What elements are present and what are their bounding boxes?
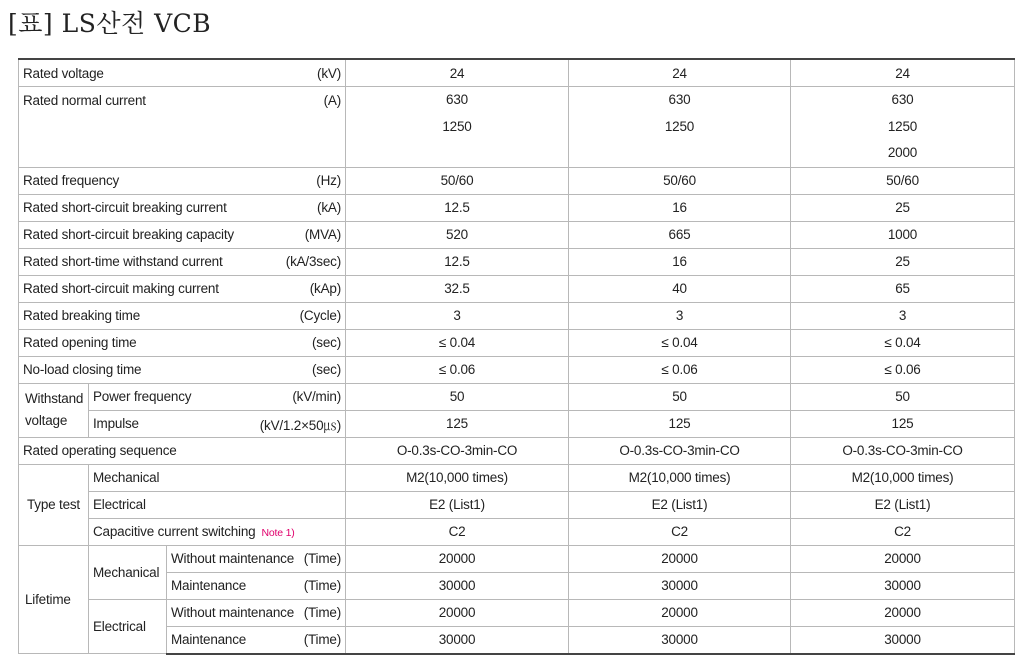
value-cell: ≤ 0.06	[791, 356, 1015, 383]
value-cell: 24	[569, 59, 791, 87]
table-row	[19, 383, 1015, 410]
group-label: Type test	[19, 464, 89, 545]
value-cell: M2(10,000 times)	[791, 464, 1015, 491]
row-label: Rated short-time withstand current	[23, 254, 223, 269]
value-cell: E2 (List1)	[791, 491, 1015, 518]
value-cell: 125	[569, 410, 791, 437]
row-label: Capacitive current switching	[93, 524, 256, 539]
row-label: No-load closing time	[23, 362, 142, 377]
row-label: Rated short-circuit breaking capacity	[23, 227, 234, 242]
row-unit: (Time)	[303, 551, 341, 566]
value-cell: 12.5	[346, 194, 569, 221]
row-unit: (kA)	[317, 200, 341, 215]
row-label: Rated voltage	[23, 65, 104, 81]
value-cell: 50	[346, 383, 569, 410]
row-unit: (sec)	[312, 362, 341, 377]
row-label: Rated normal current	[23, 92, 146, 108]
row-label-cell	[19, 194, 346, 221]
value-cell: O-0.3s-CO-3min-CO	[791, 437, 1015, 464]
row-unit: (MVA)	[304, 227, 341, 242]
table-row	[19, 194, 1015, 221]
note-reference: Note 1)	[261, 527, 295, 539]
value-cell: 32.5	[346, 275, 569, 302]
value-cell: O-0.3s-CO-3min-CO	[346, 437, 569, 464]
value-cell: ≤ 0.06	[569, 356, 791, 383]
row-label-cell	[19, 59, 346, 87]
row-unit: (A)	[323, 92, 341, 108]
value-cell: 20000	[569, 545, 791, 572]
table-row	[19, 464, 1015, 491]
table-row	[19, 437, 1015, 464]
table-row	[19, 59, 1015, 87]
row-label-cell	[19, 437, 346, 464]
row-label-cell	[89, 518, 346, 545]
value-cell	[791, 87, 1015, 168]
value-cell: 16	[569, 248, 791, 275]
row-label: Without maintenance	[171, 551, 295, 566]
value-cell: E2 (List1)	[569, 491, 791, 518]
value-cell: 3	[569, 302, 791, 329]
table-row	[19, 572, 1015, 599]
table-row	[19, 491, 1015, 518]
value-cell: 30000	[569, 626, 791, 654]
value-cell: 3	[346, 302, 569, 329]
table-row	[19, 599, 1015, 626]
value-cell: O-0.3s-CO-3min-CO	[569, 437, 791, 464]
table-row	[19, 329, 1015, 356]
table-row	[19, 221, 1015, 248]
table-row	[19, 275, 1015, 302]
value-cell: C2	[791, 518, 1015, 545]
subgroup-label: Mechanical	[89, 545, 167, 599]
row-label-cell: Mechanical	[89, 464, 346, 491]
row-label: Rated operating sequence	[23, 443, 177, 458]
row-unit: (Hz)	[316, 173, 341, 188]
value-cell: ≤ 0.04	[791, 329, 1015, 356]
value-cell: 50/60	[346, 167, 569, 194]
group-label: Lifetime	[19, 545, 89, 654]
value-line: 630	[891, 92, 914, 107]
value-cell: C2	[569, 518, 791, 545]
value-cell: 125	[791, 410, 1015, 437]
value-cell: 50	[791, 383, 1015, 410]
value-cell: 20000	[791, 545, 1015, 572]
row-label-cell	[19, 302, 346, 329]
table-row	[19, 87, 1015, 168]
table-row	[19, 626, 1015, 654]
row-label-cell	[19, 221, 346, 248]
row-label: Rated frequency	[23, 173, 120, 188]
row-label: Maintenance	[171, 578, 247, 593]
value-line: 1250	[887, 118, 918, 134]
row-label-cell	[19, 87, 346, 168]
row-label-cell	[167, 626, 346, 654]
table-row	[19, 410, 1015, 437]
value-cell: 24	[346, 59, 569, 87]
vcb-spec-table	[18, 58, 1015, 655]
value-cell: 665	[569, 221, 791, 248]
table-row	[19, 167, 1015, 194]
row-unit: (Time)	[303, 578, 341, 593]
value-cell: 40	[569, 275, 791, 302]
value-line: 1250	[664, 118, 695, 134]
row-label-cell	[167, 599, 346, 626]
value-cell: ≤ 0.04	[569, 329, 791, 356]
value-cell: 16	[569, 194, 791, 221]
value-cell: 24	[791, 59, 1015, 87]
value-cell: C2	[346, 518, 569, 545]
value-cell	[569, 87, 791, 168]
row-label-cell	[167, 545, 346, 572]
value-cell: 20000	[569, 599, 791, 626]
row-unit: (Cycle)	[299, 308, 341, 323]
value-cell: E2 (List1)	[346, 491, 569, 518]
table-row	[19, 356, 1015, 383]
table-caption: [표] LS산전 VCB	[8, 9, 212, 38]
value-cell: 30000	[791, 572, 1015, 599]
row-label-cell	[19, 275, 346, 302]
value-cell: ≤ 0.06	[346, 356, 569, 383]
value-cell: 20000	[791, 599, 1015, 626]
row-label-cell	[19, 167, 346, 194]
value-cell: 50/60	[569, 167, 791, 194]
row-label-cell	[19, 329, 346, 356]
value-cell: 30000	[791, 626, 1015, 654]
row-unit: (kV/min)	[292, 389, 341, 404]
row-unit: (kA/3sec)	[285, 254, 341, 269]
row-label: Without maintenance	[171, 605, 295, 620]
row-label: Power frequency	[93, 389, 192, 404]
value-cell: 1000	[791, 221, 1015, 248]
row-label-cell: Electrical	[89, 491, 346, 518]
value-cell: M2(10,000 times)	[569, 464, 791, 491]
row-unit: (kV/1.2×50㎲)	[259, 417, 341, 433]
value-line: 1250	[442, 118, 472, 134]
value-cell: 65	[791, 275, 1015, 302]
value-cell: 20000	[346, 545, 569, 572]
row-label: Impulse	[93, 416, 139, 431]
value-cell: 3	[791, 302, 1015, 329]
value-cell	[346, 87, 569, 168]
row-label: Rated opening time	[23, 335, 137, 350]
row-label-cell	[19, 356, 346, 383]
table-row	[19, 518, 1015, 545]
value-cell: 30000	[346, 626, 569, 654]
value-cell: 50	[569, 383, 791, 410]
value-line: 630	[668, 92, 691, 107]
value-cell: 30000	[569, 572, 791, 599]
value-line: 630	[446, 92, 468, 107]
row-label-cell	[167, 572, 346, 599]
row-label: Rated short-circuit making current	[23, 281, 219, 296]
row-label: Rated short-circuit breaking current	[23, 200, 227, 215]
row-label: Maintenance	[171, 632, 247, 647]
value-cell: 50/60	[791, 167, 1015, 194]
subgroup-label: Electrical	[89, 599, 167, 654]
row-label: Rated breaking time	[23, 308, 141, 323]
row-unit: (kAp)	[309, 281, 341, 296]
group-label: Withstand voltage	[19, 383, 89, 437]
value-cell: 25	[791, 248, 1015, 275]
value-cell: 125	[346, 410, 569, 437]
row-label-cell	[89, 410, 346, 437]
row-label-cell	[89, 383, 346, 410]
table-row	[19, 302, 1015, 329]
value-cell: 520	[346, 221, 569, 248]
value-cell: 12.5	[346, 248, 569, 275]
table-row	[19, 545, 1015, 572]
row-label-cell	[19, 248, 346, 275]
row-unit: (Time)	[303, 632, 341, 647]
row-unit: (kV)	[317, 65, 341, 81]
value-cell: ≤ 0.04	[346, 329, 569, 356]
value-line: 2000	[887, 145, 918, 160]
value-cell: 20000	[346, 599, 569, 626]
value-cell: 25	[791, 194, 1015, 221]
row-unit: (sec)	[312, 335, 341, 350]
row-unit: (Time)	[303, 605, 341, 620]
value-cell: M2(10,000 times)	[346, 464, 569, 491]
value-cell: 30000	[346, 572, 569, 599]
table-row	[19, 248, 1015, 275]
